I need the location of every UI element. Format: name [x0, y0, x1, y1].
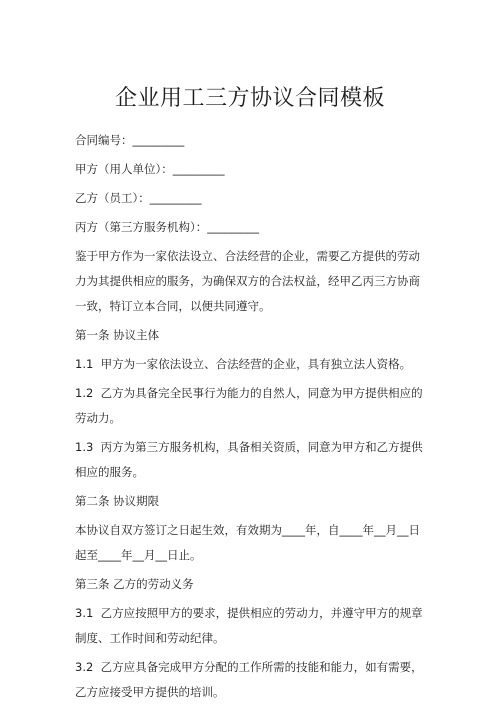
section-heading: 第一条 协议主体 — [75, 328, 160, 342]
clause-paragraph: 1.3 丙方为第三方服务机构，具备相关资质，同意为甲方和乙方提供相应的服务。 — [75, 440, 423, 479]
contract-number-field: 合同编号：_________ — [75, 133, 185, 147]
party-b-field: 乙方（员工）：_________ — [75, 191, 202, 205]
clause-paragraph: 3.1 乙方应按照甲方的要求，提供相应的劳动力，并遵守甲方的规章制度、工作时间和劳动纪律。 — [75, 606, 423, 645]
clause-paragraph: 1.1 甲方为一家依法设立、合法经营的企业，具有独立法人资格。 — [75, 357, 412, 371]
document-title: 企业用工三方协议合同模板 — [114, 86, 385, 111]
clause-paragraph: 本协议自双方签订之日起生效，有效期为____年，自____年__月__日起至____年__月__日止。 — [75, 523, 420, 562]
clause-paragraph: 3.2 乙方应具备完成甲方分配的工作所需的技能和能力，如有需要，乙方应接受甲方提供的培训。 — [75, 660, 423, 699]
section-heading: 第三条 乙方的劳动义务 — [75, 577, 194, 591]
party-c-field: 丙方（第三方服务机构）：_________ — [75, 220, 259, 234]
section-heading: 第二条 协议期限 — [75, 494, 160, 508]
document-body — [75, 128, 427, 705]
party-a-field: 甲方（用人单位）：_________ — [75, 162, 225, 176]
clause-paragraph: 1.2 乙方为具备完全民事行为能力的自然人，同意为甲方提供相应的劳动力。 — [75, 386, 423, 425]
intro-paragraph: 鉴于甲方作为一家依法设立、合法经营的企业，需要乙方提供的劳动力为其提供相应的服务，为确保双方的合法权益，经甲乙丙三方协商一致，特订立本合同，以便共同遵守。 — [75, 249, 420, 313]
